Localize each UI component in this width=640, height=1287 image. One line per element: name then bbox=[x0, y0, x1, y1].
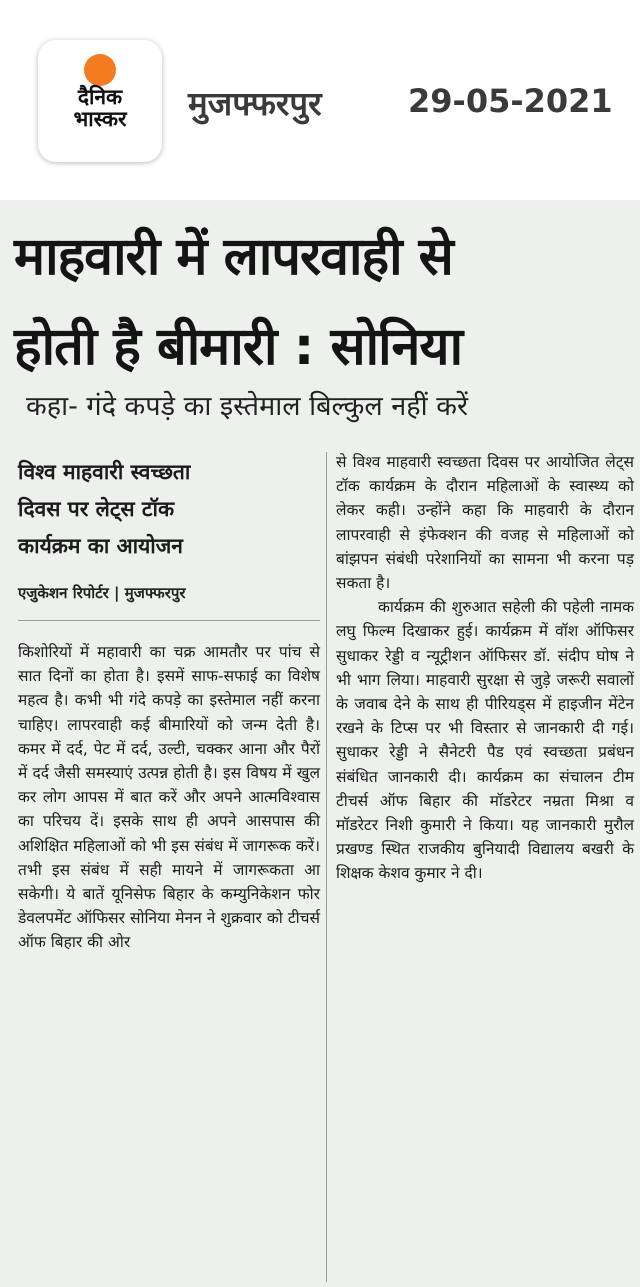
logo-wordmark bbox=[38, 86, 162, 130]
body-left-column: किशोरियों में महावारी का चक्र आमतौर पर पांच से सात दिनों का होता है। इसमें साफ-सफाई का विशेष महत्व है। कभी भी गंदे कपड़े का इस्तेमाल नहीं करना चाहिए। लापरवाही कई बीमारियों को जन्म देती है। कमर में दर्द, पेट में दर्द, उल्टी, चक्कर आना और पैरों में दर्द जैसी समस्याएं उत्पन्न होती है। इस विषय में खुल कर लोग आपस में बात करें और अपने आत्मविश्वास का परिचय दें। इसके साथ ही अपने आसपास की अशिक्षित महिलाओं को भी इस संबंध में जागरूक करें। तभी इस संबंध में सही मायने में जागरूकता आ सकेगी। ये बातें यूनिसेफ बिहार के कम्युनिकेशन फोर डेवलपमेंट ऑफिसर सोनिया मेनन ने शुक्रवार को टीचर्स ऑफ बिहार की ओर bbox=[18, 643, 320, 952]
column-divider bbox=[326, 452, 327, 1282]
edition-date: 29-05-2021 bbox=[408, 82, 613, 120]
body-paragraph-1: से विश्व माहवारी स्वच्छता दिवस पर आयोजित लेट्स टॉक कार्यक्रम के दौरान महिलाओं के स्वास्थ्य को लेकर कही। उन्होंने कहा कि माहवारी के दौरान लापरवाही से इंफेक्शन की वजह से महिलाओं को बांझपन संबंधी परेशानियों का सामना भी करना पड़ सकता है। bbox=[336, 453, 634, 593]
clipping-header bbox=[0, 0, 640, 200]
edition-city: मुजफ्फरपुर bbox=[188, 84, 322, 123]
article-subheadline: कहा- गंदे कपड़े का इस्तेमाल बिल्कुल नहीं करें bbox=[26, 391, 468, 422]
byline-divider bbox=[18, 620, 320, 621]
newspaper-clipping bbox=[0, 200, 640, 1287]
headline-line-1: माहवारी में लापरवाही से bbox=[14, 227, 453, 287]
byline: एजुकेशन रिपोर्टर | मुजफ्फरपुर bbox=[18, 584, 186, 602]
body-paragraph-2: कार्यक्रम की शुरुआत सहेली की पहेली नामक लघु फिल्म दिखाकर हुई। कार्यक्रम में वॉश ऑफिसर सुधाकर रेड्डी व न्यूट्रीशन ऑफिसर डॉ. संदीप घोष ने भी भाग लिया। माहवारी सुरक्षा से जुड़े जरूरी सवालों के जवाब देने के साथ ही पीरियड्स में हाइजीन मेंटेन रखने के टिप्स पर भी विस्तार से जानकारी दी गई। सुधाकर रेड्डी ने सैनेटरी पैड एवं स्वच्छता प्रबंधन संबंधित जानकारी दी। कार्यक्रम का संचालन टीम टीचर्स ऑफ बिहार की मॉडरेटर नम्रता मिश्रा व मॉडरेटर निशी कुमारी ने किया। यह जानकारी मुरौल प्रखण्ड स्थित राजकीय बुनियादी विद्यालय बखरी के शिक्षक केशव कुमार ने दी। bbox=[336, 598, 634, 883]
dainik-bhaskar-logo bbox=[38, 40, 162, 162]
kicker-line-2: दिवस पर लेट्स टॉक bbox=[18, 497, 175, 521]
logo-line-2: भास्कर bbox=[73, 107, 127, 131]
kicker-line-3: कार्यक्रम का आयोजन bbox=[18, 534, 183, 558]
logo-line-1: दैनिक bbox=[77, 85, 123, 109]
body-right-column bbox=[336, 450, 634, 886]
article-kicker bbox=[18, 454, 316, 565]
article-headline bbox=[14, 212, 626, 392]
kicker-line-1: विश्व माहवारी स्वच्छता bbox=[18, 460, 191, 484]
sun-icon bbox=[84, 54, 116, 86]
headline-line-2: होती है बीमारी : सोनिया bbox=[14, 317, 463, 377]
